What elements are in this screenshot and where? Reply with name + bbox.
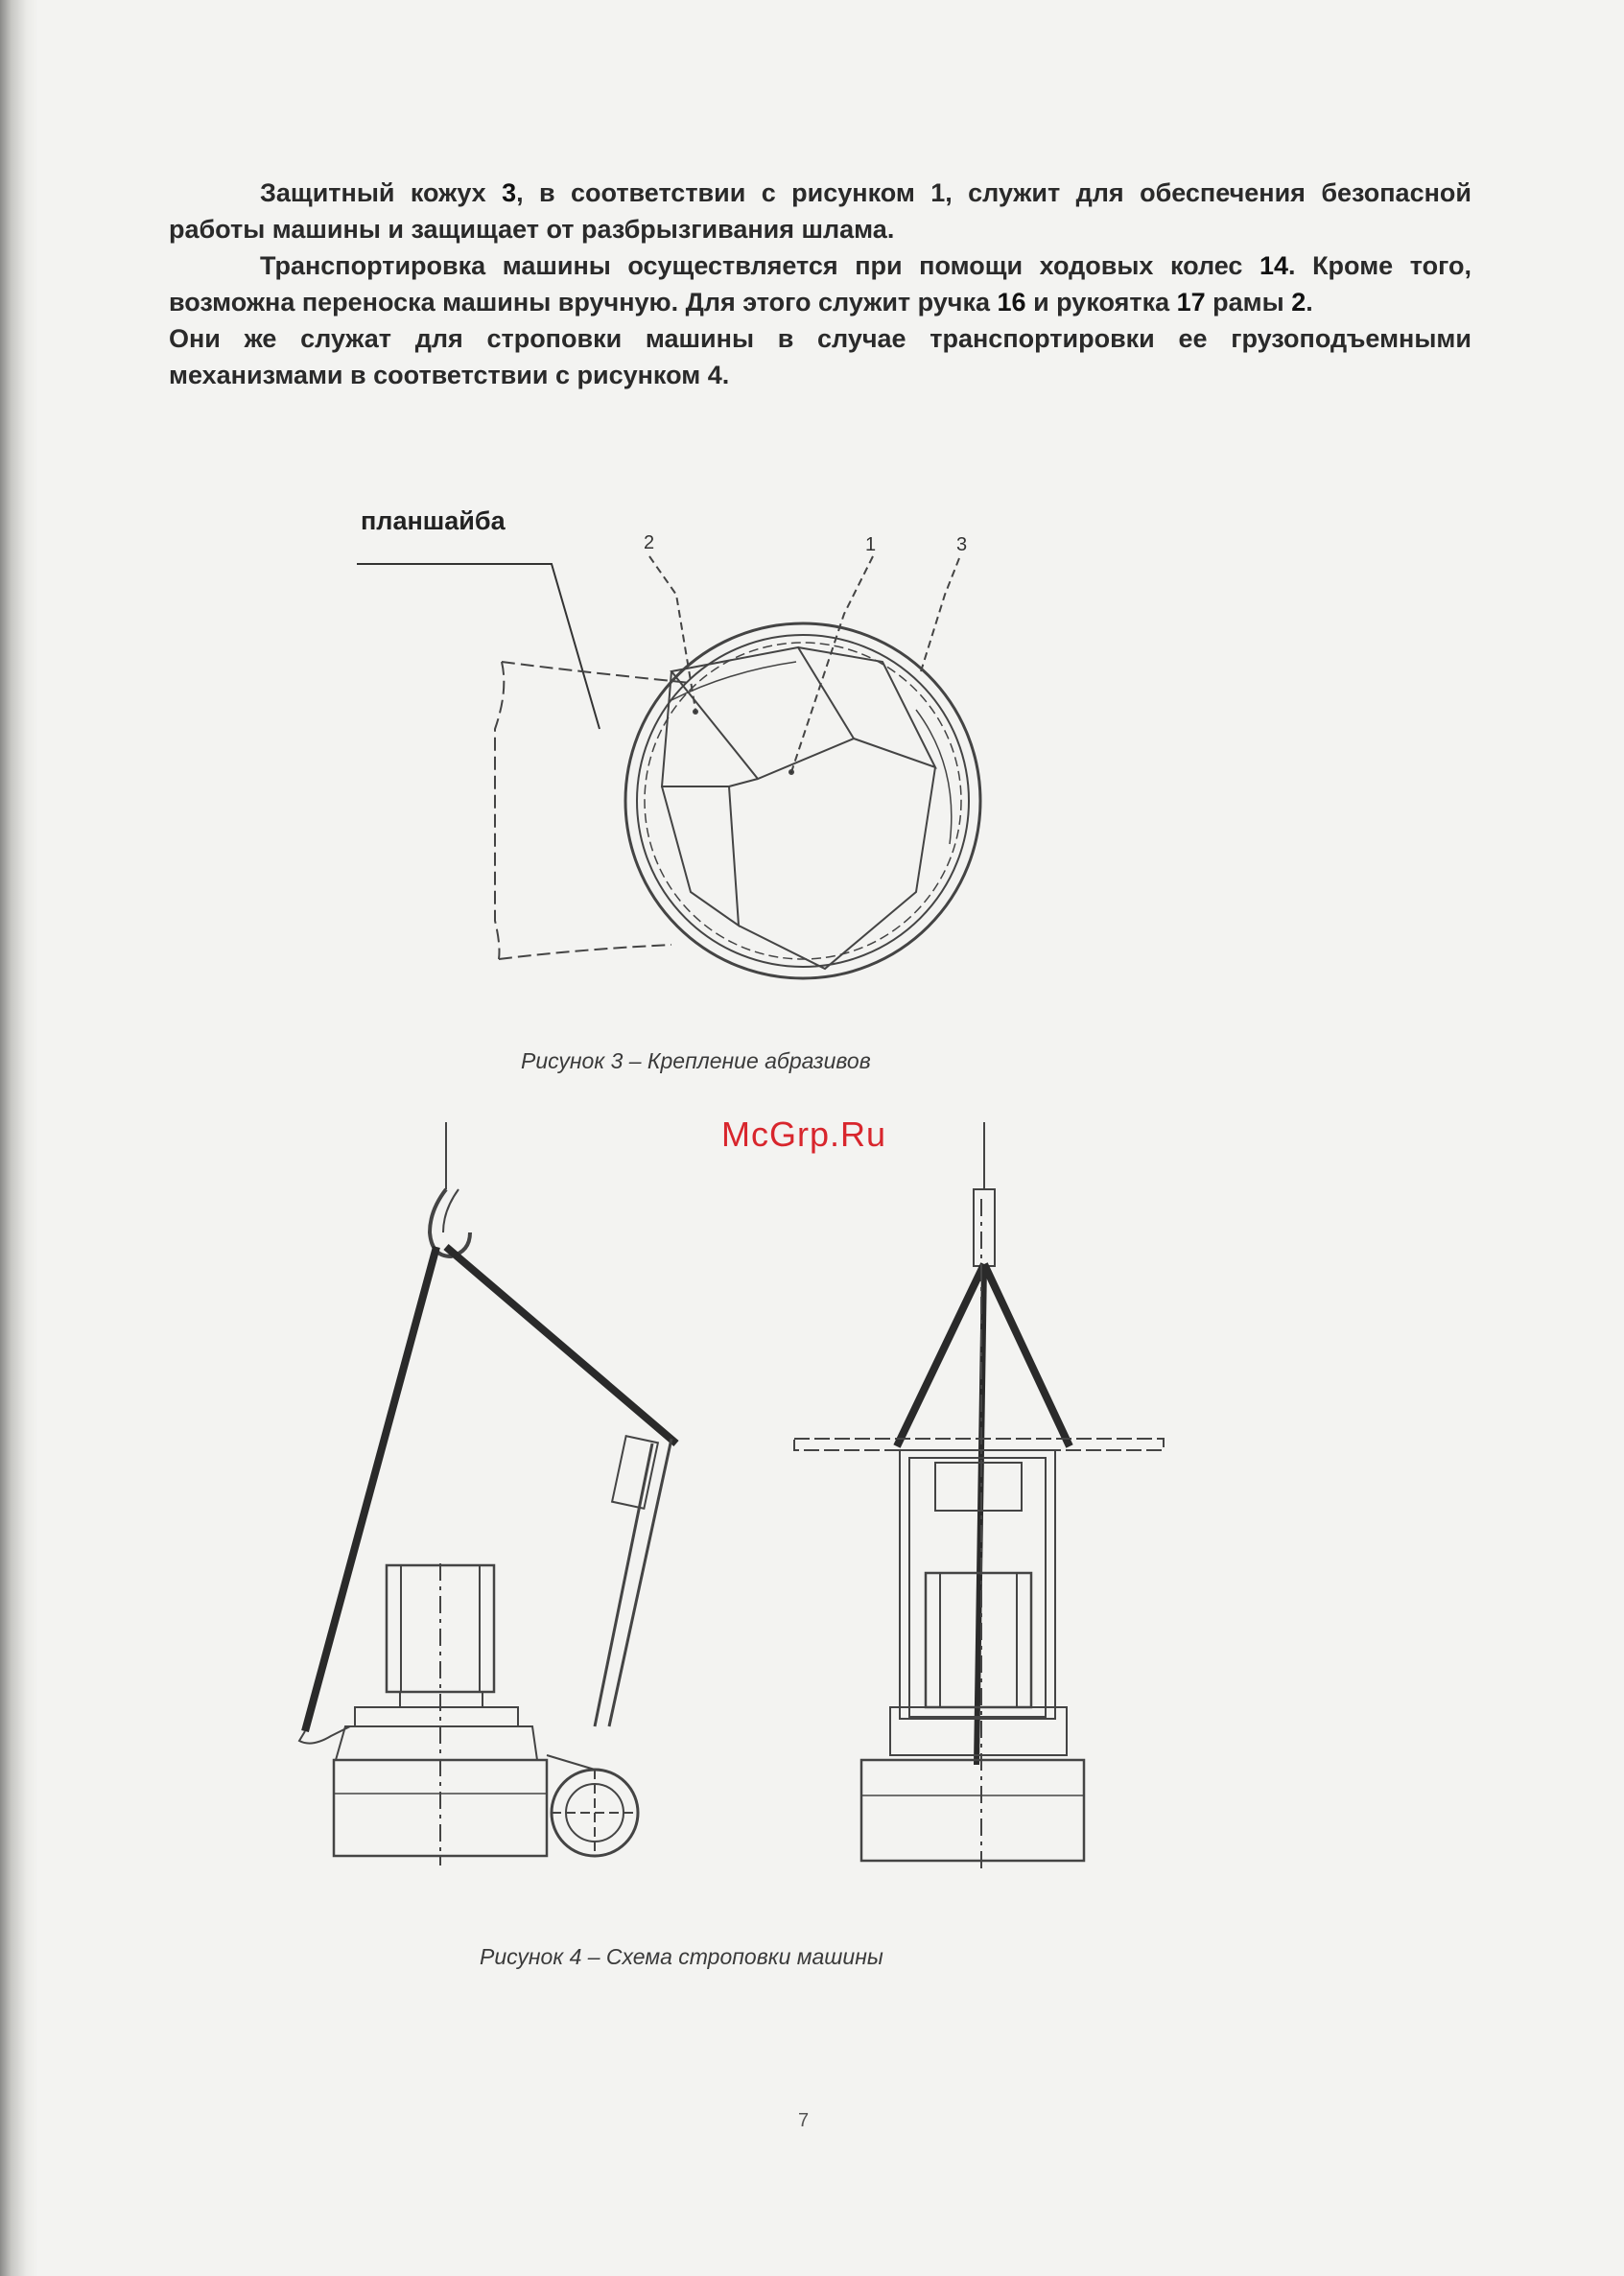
figure4-front-view xyxy=(794,1122,1164,1870)
paragraph-2: Транспортировка машины осуществляется при помощи ходовых колес 14. Кроме того, возможна переноска машины вручную. Для этого служит ручка 16 и рукоятка 17 рамы 2. xyxy=(169,251,1471,317)
figure3-drawing xyxy=(357,556,980,978)
figure4-caption: Рисунок 4 – Схема строповки машины xyxy=(480,1944,883,1969)
paragraph-3: Они же служат для строповки машины в случае транспортировки ее грузоподъемными механизмами в соответствии с рисунком 4. xyxy=(169,324,1471,389)
callout-2: 2 xyxy=(644,532,655,553)
callout-1: 1 xyxy=(865,534,877,555)
plate-label: планшайба xyxy=(361,506,506,535)
figure4-side-view xyxy=(299,1122,676,1865)
page-number: 7 xyxy=(798,2110,810,2131)
callout-3: 3 xyxy=(956,534,968,555)
paragraph-1: Защитный кожух 3, в соответствии с рисунком 1, служит для обеспечения безопасной работы машины и защищает от разбрызгивания шлама. xyxy=(169,178,1471,244)
figure3-caption: Рисунок 3 – Крепление абразивов xyxy=(521,1048,871,1073)
watermark: McGrp.Ru xyxy=(721,1115,887,1154)
